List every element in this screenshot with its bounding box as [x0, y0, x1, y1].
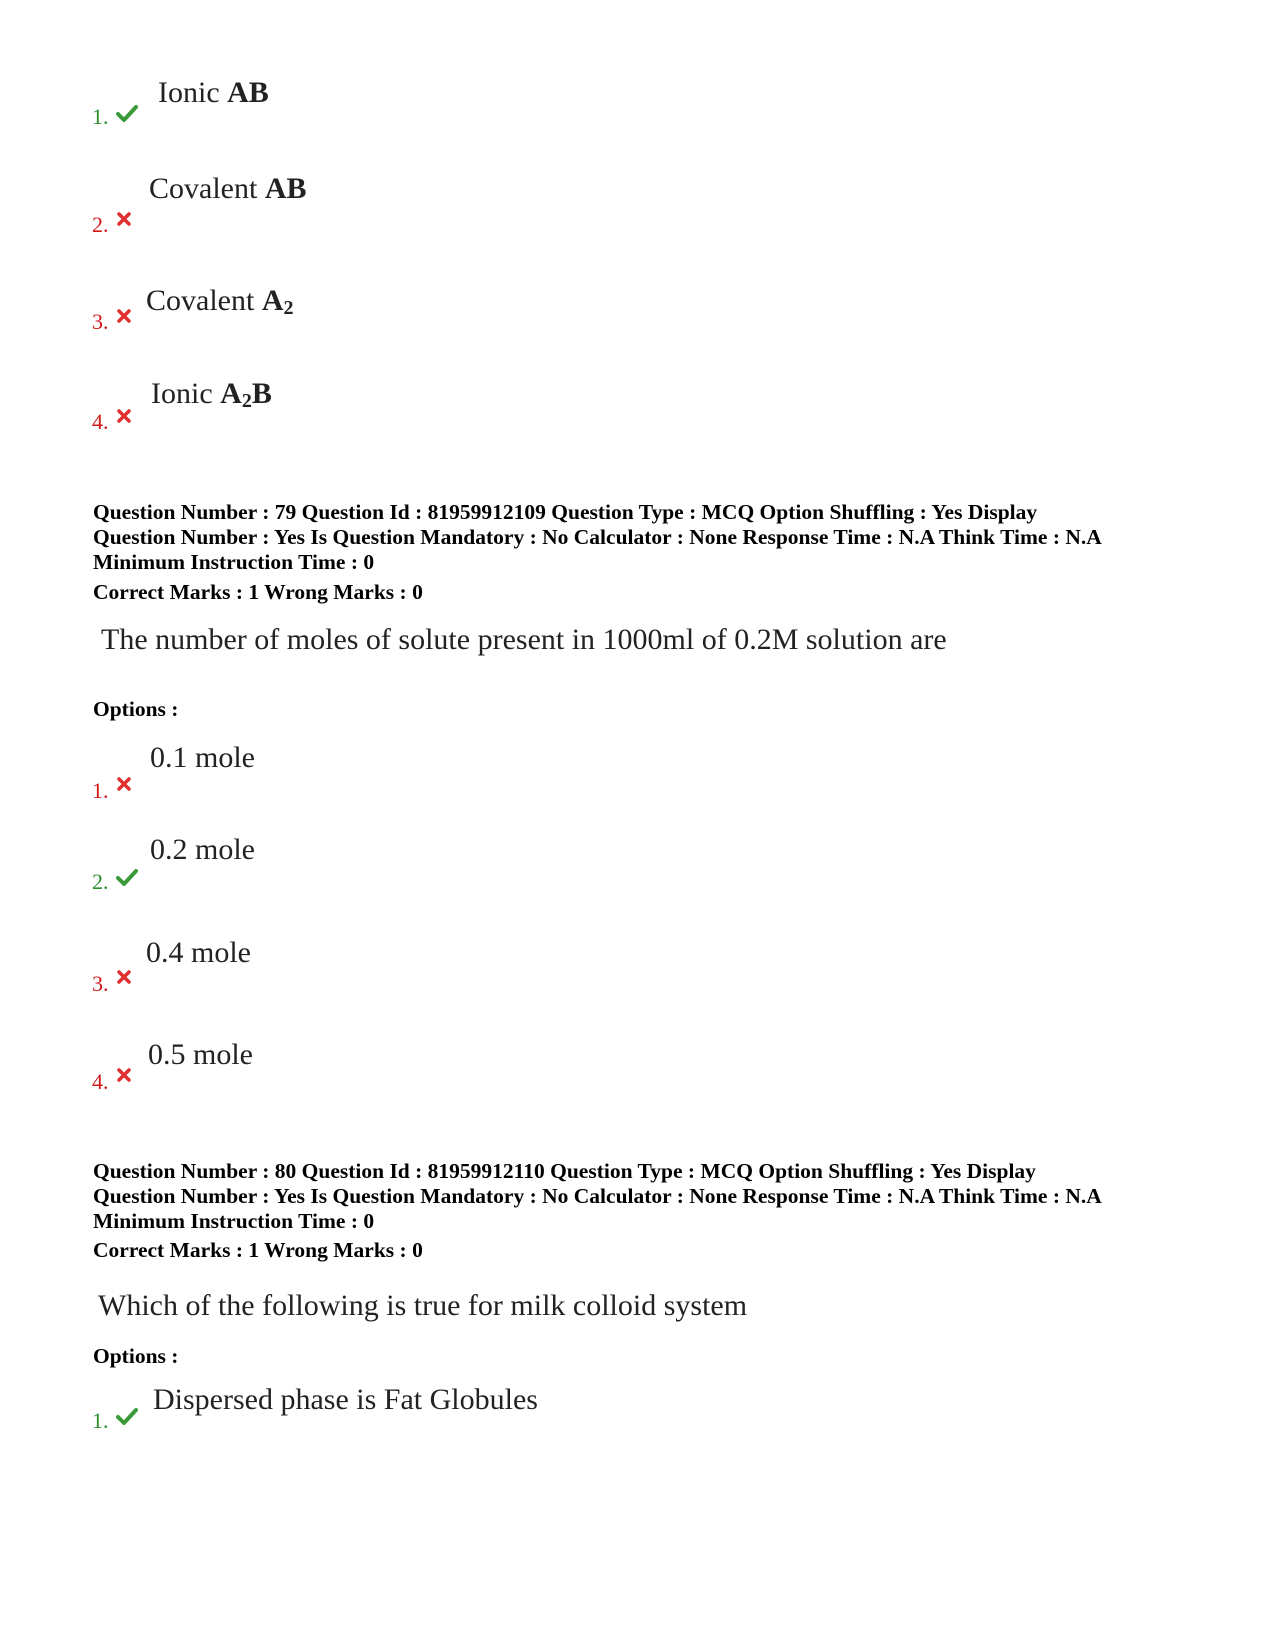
option-number: 2.: [92, 212, 109, 237]
cross-icon: [117, 409, 131, 428]
option-text: Covalent AB: [149, 172, 307, 205]
cross-icon: [117, 309, 131, 328]
option-number: 1.: [92, 104, 109, 129]
options-label: Options :: [93, 1344, 179, 1368]
option-number: 4.: [92, 409, 109, 434]
option-text: Covalent A2: [146, 284, 294, 319]
option-text: Dispersed phase is Fat Globules: [153, 1383, 538, 1416]
meta-line: Question Number : 79 Question Id : 81959912109 Question Type : MCQ Option Shuffling : Yes Display: [93, 500, 1038, 524]
check-icon: [116, 1407, 138, 1430]
meta-line: Question Number : Yes Is Question Mandatory : No Calculator : None Response Time : N.A Think Time : N.A: [93, 1184, 1102, 1208]
option-number: 2.: [92, 869, 109, 894]
question-meta: [93, 1159, 1213, 1234]
meta-line: Minimum Instruction Time : 0: [93, 550, 375, 574]
option-number: 1.: [92, 1408, 109, 1433]
option-number: 1.: [92, 778, 109, 803]
marks-info: Correct Marks : 1 Wrong Marks : 0: [93, 580, 423, 604]
meta-line: Question Number : Yes Is Question Mandatory : No Calculator : None Response Time : N.A Think Time : N.A: [93, 525, 1102, 549]
question-text: Which of the following is true for milk colloid system: [98, 1289, 748, 1322]
cross-icon: [117, 777, 131, 796]
options-label: Options :: [93, 697, 179, 721]
cross-icon: [117, 970, 131, 989]
marks-info: Correct Marks : 1 Wrong Marks : 0: [93, 1238, 423, 1262]
option-text: Ionic A2B: [151, 377, 272, 412]
check-icon: [116, 104, 138, 127]
option-text: 0.5 mole: [148, 1038, 253, 1071]
option-text: Ionic AB: [158, 76, 269, 109]
option-number: 4.: [92, 1069, 109, 1094]
option-number: 3.: [92, 309, 109, 334]
check-icon: [116, 868, 138, 891]
option-text: 0.2 mole: [150, 833, 255, 866]
cross-icon: [117, 1068, 131, 1087]
question-text: The number of moles of solute present in 1000ml of 0.2M solution are: [101, 623, 947, 656]
option-text: 0.1 mole: [150, 741, 255, 774]
meta-line: Minimum Instruction Time : 0: [93, 1209, 375, 1233]
option-number: 3.: [92, 971, 109, 996]
question-meta: [93, 500, 1213, 575]
cross-icon: [117, 212, 131, 231]
option-text: 0.4 mole: [146, 936, 251, 969]
meta-line: Question Number : 80 Question Id : 81959912110 Question Type : MCQ Option Shuffling : Yes Display: [93, 1159, 1036, 1183]
